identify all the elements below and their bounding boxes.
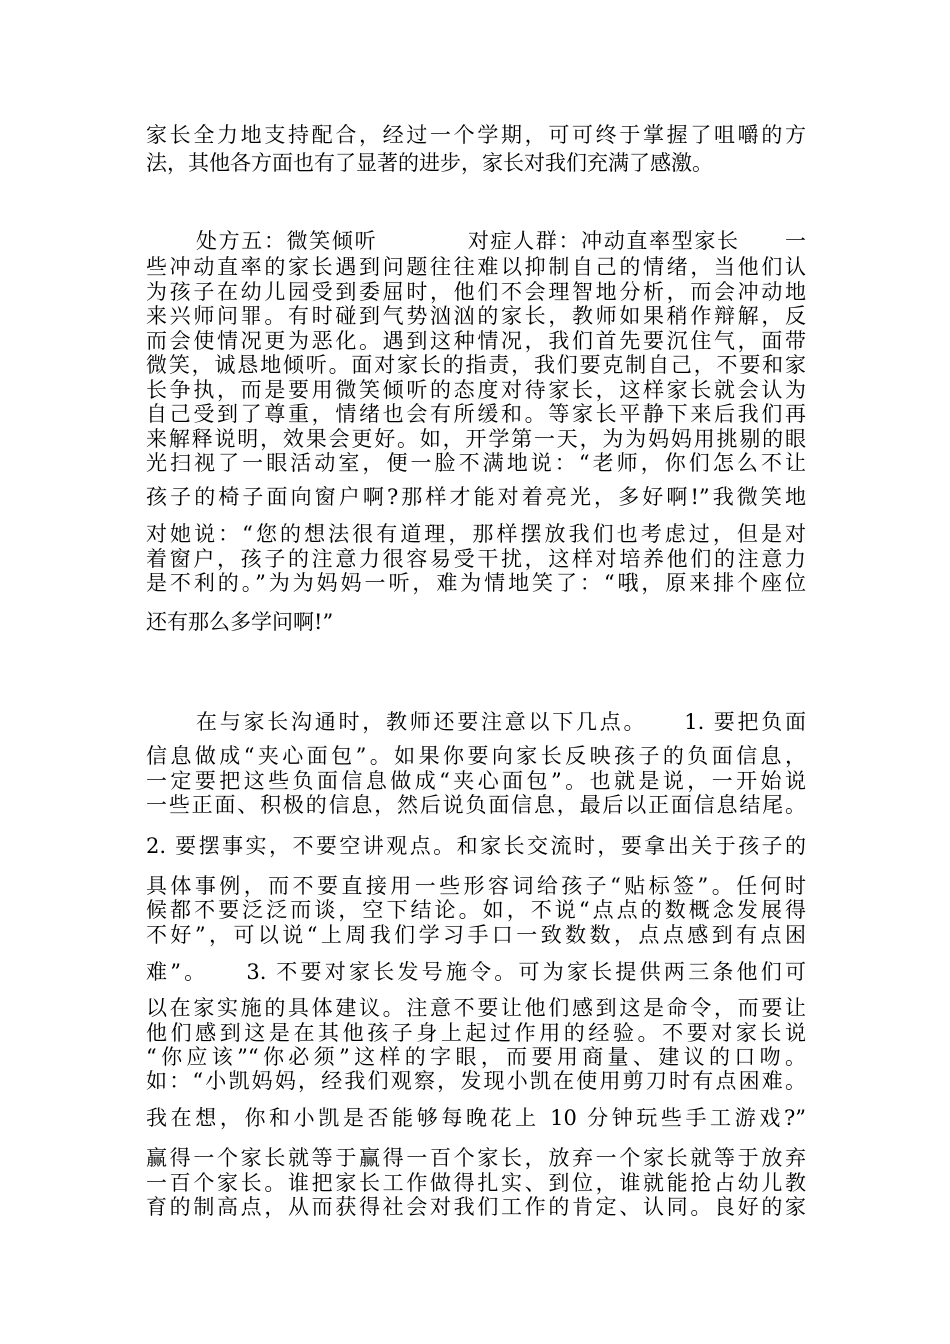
text-line: 不好”，可以说“上周我们学习手口一致数数，点点感到有点困 bbox=[146, 923, 806, 947]
text-line: 如：“小凯妈妈，经我们观察，发现小凯在使用剪刀时有点困难。 bbox=[146, 1069, 806, 1093]
text-line: 微笑，诚恳地倾听。面对家长的指责，我们要克制自己，不要和家 bbox=[146, 353, 806, 377]
text-line: 些冲动直率的家长遇到问题往往难以抑制自己的情绪，当他们认 bbox=[146, 255, 806, 279]
text-line: 自己受到了尊重，情绪也会有所缓和。等家长平静下来后我们再 bbox=[146, 402, 806, 426]
text-line: 育的制高点，从而获得社会对我们工作的肯定、认同。良好的家 bbox=[146, 1195, 806, 1219]
text-line: 难”。 3. 不要对家长发号施令。可为家长提供两三条他们可 bbox=[146, 960, 806, 984]
text-line: 长争执，而是要用微笑倾听的态度对待家长，这样家长就会认为 bbox=[146, 378, 806, 402]
text-line: 法，其他各方面也有了显著的进步，家长对我们充满了感激。 bbox=[146, 151, 713, 175]
text-line: 孩子的椅子面向窗户啊?那样才能对着亮光，多好啊!”我微笑地 bbox=[146, 485, 806, 509]
text-line: 信息做成“夹心面包”。如果你要向家长反映孩子的负面信息， bbox=[146, 744, 806, 768]
section-heading-line: 处方五：微笑倾听 对症人群：冲动直率型家长 一 bbox=[196, 229, 806, 253]
section-heading-line: 在与家长沟通时，教师还要注意以下几点。 1. 要把负面 bbox=[196, 710, 806, 734]
text-line: 一百个家长。谁把家长工作做得扎实、到位，谁就能抢占幼儿教 bbox=[146, 1171, 806, 1195]
text-line: 来兴师问罪。有时碰到气势汹汹的家长，教师如果稍作辩解，反 bbox=[146, 304, 806, 328]
text-line: “你应该”“你必须”这样的字眼，而要用商量、建议的口吻。 bbox=[146, 1045, 806, 1069]
text-line: 以在家实施的具体建议。注意不要让他们感到这是命令，而要让 bbox=[146, 996, 806, 1020]
text-line: 而会使情况更为恶化。遇到这种情况，我们首先要沉住气，面带 bbox=[146, 329, 806, 353]
text-line: 对她说：“您的想法很有道理，那样摆放我们也考虑过，但是对 bbox=[146, 522, 806, 546]
text-line: 着窗户，孩子的注意力很容易受干扰，这样对培养他们的注意力 bbox=[146, 547, 806, 571]
text-line: 来解释说明，效果会更好。如，开学第一天，为为妈妈用挑剔的眼 bbox=[146, 427, 806, 451]
text-line: 2. 要摆事实，不要空讲观点。和家长交流时，要拿出关于孩子的 bbox=[146, 834, 806, 858]
text-line: 是不利的。”为为妈妈一听，难为情地笑了：“哦，原来排个座位 bbox=[146, 571, 806, 595]
text-line: 我在想，你和小凯是否能够每晚花上 10 分钟玩些手工游戏?” bbox=[146, 1106, 806, 1130]
text-line: 他们感到这是在其他孩子身上起过作用的经验。不要对家长说 bbox=[146, 1021, 806, 1045]
text-line: 候都不要泛泛而谈，空下结论。如，不说“点点的数概念发展得 bbox=[146, 898, 806, 922]
text-line: 光扫视了一眼活动室，便一脸不满地说：“老师，你们怎么不让 bbox=[146, 451, 806, 475]
text-line: 家长全力地支持配合，经过一个学期，可可终于掌握了咀嚼的方 bbox=[146, 123, 806, 147]
text-line: 一定要把这些负面信息做成“夹心面包”。也就是说，一开始说 bbox=[146, 769, 806, 793]
text-line: 一些正面、积极的信息，然后说负面信息，最后以正面信息结尾。 bbox=[146, 793, 806, 817]
text-line: 赢得一个家长就等于赢得一百个家长，放弃一个家长就等于放弃 bbox=[146, 1146, 806, 1170]
text-line: 还有那么多学问啊!” bbox=[146, 610, 334, 634]
text-line: 为孩子在幼儿园受到委屈时，他们不会理智地分析，而会冲动地 bbox=[146, 280, 806, 304]
text-line: 具体事例，而不要直接用一些形容词给孩子“贴标签”。任何时 bbox=[146, 874, 806, 898]
